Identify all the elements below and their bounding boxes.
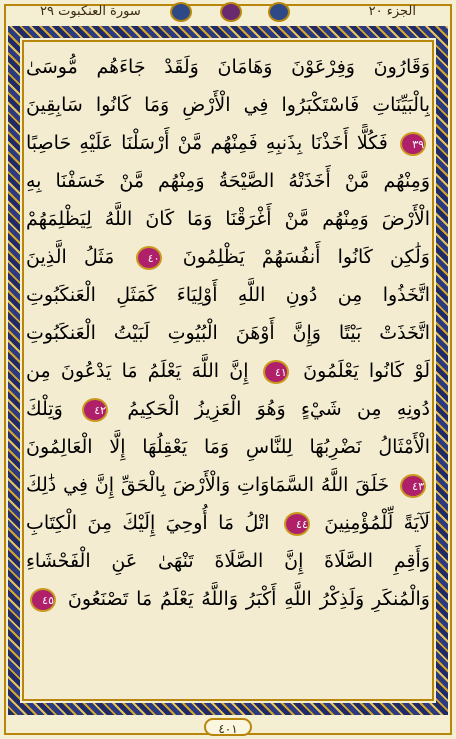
verse-text-area [26,48,430,698]
text-line: اتَّخَذُوا مِن دُونِ اللَّهِ أَوْلِيَاءَ كَمَثَلِ الْعَنكَبُوتِ [26,284,430,306]
text-line: ٣٩ فَكُلًّا أَخَذْنَا بِذَنبِهِ فَمِنْهُم مَّنْ أَرْسَلْنَا عَلَيْهِ حَاصِبًا [26,132,425,154]
ayah-marker: ٤٢ [82,398,108,422]
ayah-marker: ٤٤ [284,512,310,536]
ayah-marker: ٤٠ [136,246,162,270]
text-line: الْأَمْثَالُ نَضْرِبُهَا لِلنَّاسِ وَمَا يَعْقِلُهَا إِلَّا الْعَالِمُونَ [26,436,430,458]
header-medallion-icon [170,2,192,22]
page-header [0,0,456,26]
header-medallion-icon [268,2,290,22]
header-medallion-icon [220,2,242,22]
surah-label: سورة العنكبوت ٢٩ [40,4,141,19]
page-number: ٤٠١ [204,718,252,736]
ayah-marker: ٤٥ [30,588,56,612]
text-line: وَالْمُنكَرِ وَلَذِكْرُ اللَّهِ أَكْبَرُ وَاللَّهُ يَعْلَمُ مَا تَصْنَعُونَ ٤٥ [26,580,430,618]
juz-label: الجزء ٢٠ [368,4,416,19]
text-line: ٤٣ خَلَقَ اللَّهُ السَّمَاوَاتِ وَالْأَرْضَ بِالْحَقِّ إِنَّ فِي ذَٰلِكَ [26,474,424,496]
ayah-marker: ٣٩ [400,132,426,156]
ayah-marker: ٤١ [263,360,289,384]
text-line: وَمِنْهُم مَّنْ أَخَذَتْهُ الصَّيْحَةُ وَمِنْهُم مَّنْ خَسَفْنَا بِهِ [26,170,430,192]
text-line: لَآيَةً لِّلْمُؤْمِنِينَ ٤٤ اتْلُ مَا أُوحِيَ إِلَيْكَ مِنَ الْكِتَابِ [26,512,430,534]
text-line: اتَّخَذَتْ بَيْتًا وَإِنَّ أَوْهَنَ الْبُيُوتِ لَبَيْتُ الْعَنكَبُوتِ [26,322,430,344]
text-line: وَقَارُونَ وَفِرْعَوْنَ وَهَامَانَ وَلَقَدْ جَاءَهُم مُّوسَىٰ [26,56,430,78]
ayah-marker: ٤٣ [400,474,426,498]
text-line: وَأَقِمِ الصَّلَاةَ إِنَّ الصَّلَاةَ تَنْهَىٰ عَنِ الْفَحْشَاءِ [26,550,430,572]
page-footer [0,715,456,739]
text-line: لَوْ كَانُوا يَعْلَمُونَ ٤١ إِنَّ اللَّهَ يَعْلَمُ مَا يَدْعُونَ مِن [26,360,430,382]
text-line: دُونِهِ مِن شَيْءٍ وَهُوَ الْعَزِيزُ الْحَكِيمُ ٤٢ وَتِلْكَ [26,398,430,420]
text-line: وَلَٰكِن كَانُوا أَنفُسَهُمْ يَظْلِمُونَ ٤٠ مَثَلُ الَّذِينَ [26,246,430,268]
text-line: بِالْبَيِّنَاتِ فَاسْتَكْبَرُوا فِي الْأَرْضِ وَمَا كَانُوا سَابِقِينَ [26,94,430,116]
text-line: الْأَرْضَ وَمِنْهُم مَّنْ أَغْرَقْنَا وَمَا كَانَ اللَّهُ لِيَظْلِمَهُمْ [26,208,430,230]
